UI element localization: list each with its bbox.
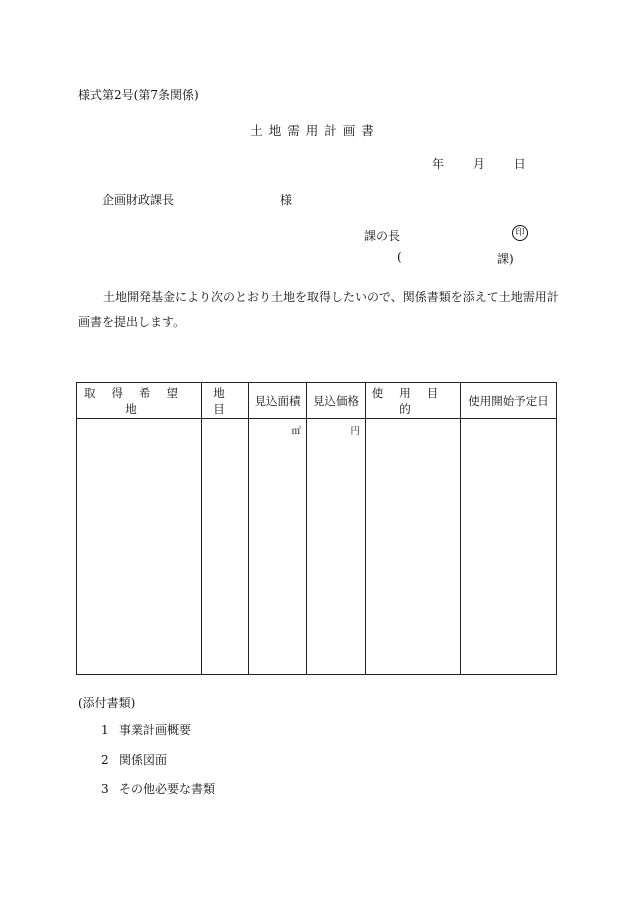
header-estimated-price: 見込価格 [307,383,366,419]
addressee-name: 企画財政課長 [102,193,175,207]
unit-yen: 円 [350,426,360,437]
cell-start-date[interactable] [461,419,557,675]
land-plan-table [76,382,557,675]
header-land-category: 地目 [202,383,249,419]
attachment-number: 2 [101,753,109,767]
cell-desired-land[interactable] [77,419,202,675]
date-month: 月 [472,157,485,171]
seal-mark: 印 [512,225,528,241]
attachment-label: その他必要な書類 [119,782,216,796]
attachment-label: 関係図面 [119,753,168,767]
header-start-date: 使用開始予定日 [461,383,557,419]
department-open-paren: ( [397,250,402,264]
cell-purpose[interactable] [366,419,461,675]
addressee-honorific: 様 [280,193,293,207]
document-title: 土地需用計画書 [250,123,380,138]
date-day: 日 [513,157,526,171]
attachment-item [101,721,191,738]
sender-title: 課の長 [364,229,401,243]
cell-estimated-area[interactable] [249,419,307,675]
attachment-number: 3 [101,782,109,796]
unit-square-meter: ㎡ [291,426,301,437]
table-header-row [77,383,557,419]
form-number: 様式第2号(第7条関係) [78,88,199,102]
header-purpose: 使用目的 [366,383,461,419]
department-label: 課) [497,252,514,266]
attachment-item [101,751,167,768]
attachment-item [101,780,215,797]
date-year: 年 [432,157,445,171]
body-paragraph: 土地開発基金により次のとおり土地を取得したいので、関係書類を添えて土地需用計画書を提出します。 [78,290,559,329]
header-desired-land: 取得希望地 [77,383,202,419]
table-row [77,419,557,675]
attachment-number: 1 [101,723,109,737]
date-line [432,155,551,172]
attachments-heading: (添付書類) [78,696,136,710]
header-estimated-area: 見込面積 [249,383,307,419]
attachment-label: 事業計画概要 [119,723,192,737]
cell-land-category[interactable] [202,419,249,675]
cell-estimated-price[interactable] [307,419,366,675]
